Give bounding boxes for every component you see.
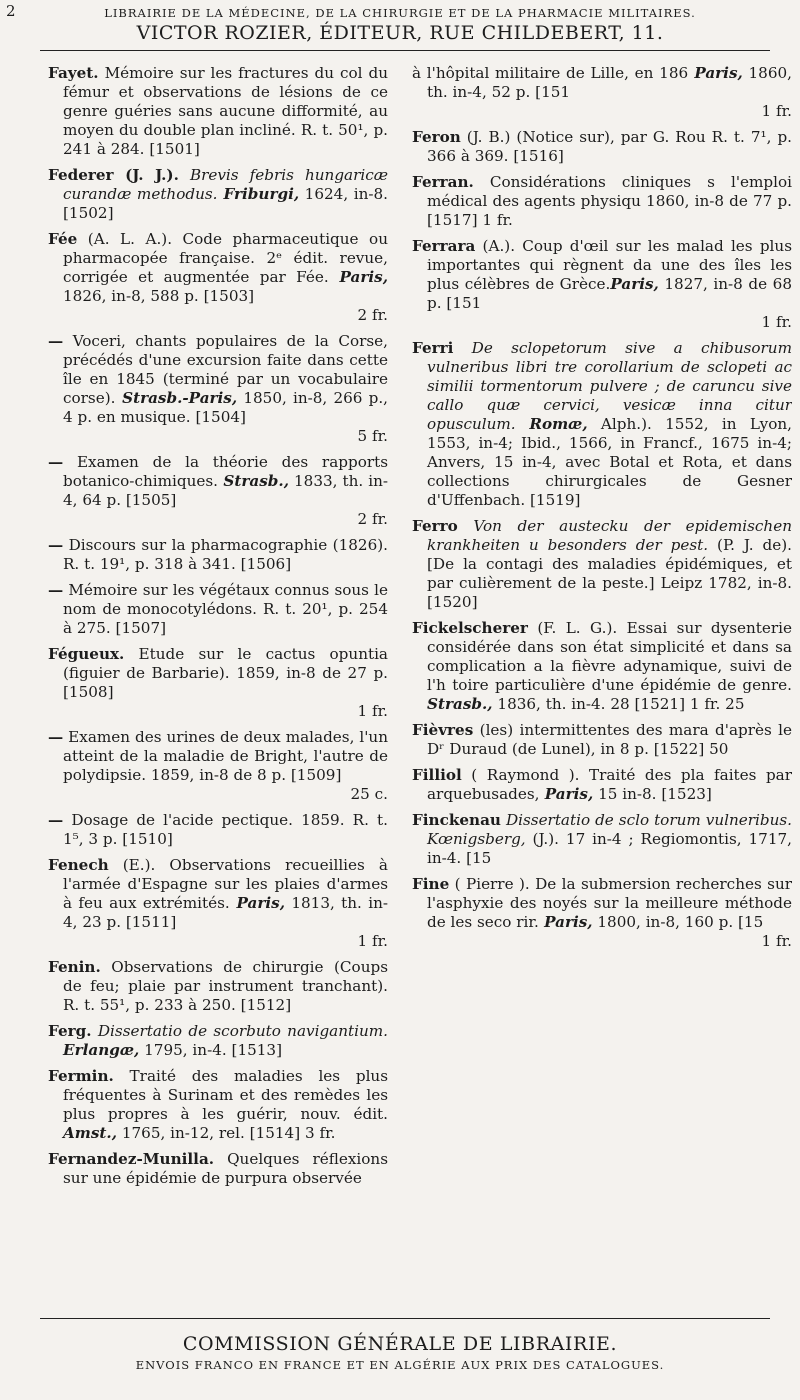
entry-text: ( Raymond ). Traité des pla faites par arquebusades,	[427, 766, 792, 803]
entry-price: 25 c.	[350, 785, 388, 803]
entry-place: Paris,	[688, 64, 743, 82]
bibliography-entry	[48, 230, 388, 325]
header-line-2: VICTOR ROZIER, ÉDITEUR, RUE CHILDEBERT, 11.	[136, 22, 664, 44]
footer-rule	[40, 1318, 770, 1319]
entry-place: Paris,	[538, 913, 593, 931]
entry-author: Ferri	[412, 339, 454, 357]
bibliography-entry	[48, 453, 388, 529]
entry-place: Paris,	[539, 785, 594, 803]
entry-text: (E.). Observations recueillies à l'armée d'Espagne sur les plaies d'armes à feu aux extrémités.	[63, 856, 388, 912]
entry-text: (J.).	[525, 830, 559, 848]
entry-text: ( Pierre ). De la submersion recherches sur l'asphyxie des noyés sur la meilleure méthode de les seco rir.	[427, 875, 792, 931]
bibliography-entry	[412, 237, 792, 332]
entry-author: —	[48, 536, 64, 554]
bibliography-entry	[412, 766, 792, 804]
entry-title: De sclopetorum sive a chibusorum vulneribus libri tre corollarium de sclopeti ac similii tormentorum pulvere ; de caruncu sive callo quæ cervici, vesicæ inna citur opusculum.	[427, 339, 792, 433]
entry-price: 5 fr.	[357, 427, 388, 445]
entry-author: —	[48, 811, 64, 829]
entry-text2: 1833, th. in-4, 64 p. [1505]	[63, 472, 388, 509]
bibliography-entry	[48, 581, 388, 638]
entry-text2: 1765, in-12, rel. [1514] 3 fr.	[117, 1124, 336, 1142]
entry-place: Paris,	[328, 268, 389, 286]
entry-title: Dissertatio de sclo torum vulneribus. Kœnigsberg,	[427, 811, 792, 848]
entry-place: Romæ,	[515, 415, 588, 433]
bibliography-entry	[48, 1022, 388, 1060]
entry-text: (A. L. A.). Code pharmaceutique ou pharmacopée française. 2ᵉ édit. revue, corrigée et augmentée par Fée.	[63, 230, 388, 286]
entry-place: Erlangæ,	[63, 1041, 140, 1059]
footer-line-2: ENVOIS FRANCO EN FRANCE ET EN ALGÉRIE AUX PRIX DES CATALOGUES.	[135, 1358, 665, 1372]
entry-price: 1 fr.	[357, 932, 388, 950]
entry-author: —	[48, 581, 64, 599]
entry-author: Fermin.	[48, 1067, 114, 1085]
bibliography-entry	[48, 166, 388, 223]
bibliography-entry	[48, 1067, 388, 1143]
entry-text: à l'hôpital militaire de Lille, en 186	[412, 64, 689, 82]
bibliography-entry	[412, 339, 792, 510]
entry-text2: 1827, in-8 de 68 p. [151	[427, 275, 792, 312]
entry-author: Fenech	[48, 856, 109, 874]
entry-text: (A.). Coup d'œil sur les malad les plus importantes qui règnent da une des îles les plus célèbres de Grèce.	[427, 237, 792, 293]
entry-text: Examen des urines de deux malades, l'un atteint de la maladie de Bright, l'autre de polydipsie. 1859, in-8 de 8 p. [1509]	[63, 728, 388, 784]
entry-text2: 1826, in-8, 588 p. [1503]	[63, 287, 255, 305]
entry-place: Paris,	[229, 894, 286, 912]
bibliography-entry	[48, 645, 388, 721]
bibliography-entry	[48, 64, 388, 159]
bibliography-entry	[412, 875, 792, 951]
entry-text: Examen de la théorie des rapports botanico-chimiques.	[63, 453, 388, 490]
entry-text: 1624, in-8. [1502]	[63, 185, 388, 222]
entry-author: Fayet.	[48, 64, 99, 82]
entry-text: Considérations cliniques s l'emploi médical des agents physiqu 1860, in-8 de 77 p. [1517] 1 fr.	[427, 173, 792, 229]
entry-place: Strasb.,	[427, 695, 493, 713]
entry-author: —	[48, 453, 64, 471]
entry-text: (J. B.) (Notice sur), par G. Rou R. t. 7¹, p. 366 à 369. [1516]	[427, 128, 792, 165]
bibliography-entry	[48, 536, 388, 574]
entry-place: Strasb.,	[217, 472, 290, 490]
entry-price: 1 fr.	[357, 702, 388, 720]
entry-title: Von der austecku der epidemischen krankheiten u besonders der pest.	[427, 517, 792, 554]
entry-text: 1795, in-4. [1513]	[139, 1041, 283, 1059]
entry-text2: [De la contagi des maladies épidémiques, et par culièrement de la peste.] Leipz 1782, in-8. [1520]	[427, 555, 792, 611]
entry-text: Alph.).	[587, 415, 652, 433]
entry-author: —	[48, 728, 64, 746]
entry-author: Finckenau	[412, 811, 501, 829]
bibliography-entry	[412, 64, 792, 121]
entry-text2: 17 in-4 ; Regiomontis, 1717, in-4. [15	[427, 830, 792, 867]
bibliography-entry	[48, 1150, 388, 1188]
entry-text: Dosage de l'acide pectique. 1859. R. t. 1⁵, 3 p. [1510]	[63, 811, 388, 848]
entry-author: Federer (J. J.).	[48, 166, 179, 184]
entry-author: Fée	[48, 230, 78, 248]
entry-author: Ferran.	[412, 173, 474, 191]
entry-author: Ferro	[412, 517, 458, 535]
entry-author: Ferrara	[412, 237, 476, 255]
entry-text2: 1813, th. in-4, 23 p. [1511]	[63, 894, 388, 931]
bibliography-entry	[48, 958, 388, 1015]
entry-place: Friburgi,	[217, 185, 300, 203]
bibliography-entry	[48, 728, 388, 804]
right-column	[412, 64, 792, 958]
bibliography-entry	[412, 173, 792, 230]
header-rule	[40, 50, 770, 51]
entry-text: Mémoire sur les végétaux connus sous le nom de monocotylédons. R. t. 20¹, p. 254 à 275. [1507]	[63, 581, 388, 637]
entry-price: 1 fr.	[761, 102, 792, 120]
page-number: 2	[6, 2, 16, 20]
bibliography-entry	[48, 332, 388, 446]
entry-text: (F. L. G.). Essai sur dysenterie considérée dans son état simplicité et dans sa complication a la fièvre adynamique, suivi de l'h toire particulière d'une épidémie de genre.	[427, 619, 792, 694]
entry-text: (P. J. de).	[708, 536, 792, 554]
entry-title: Dissertatio de scorbuto navigantium.	[91, 1022, 388, 1040]
entry-text2: 1552, in Lyon, 1553, in-4; Ibid., 1566, in Francf., 1675 in-4; Anvers, 15 in-4, avec Botal et Rota, et dans collections chirurgicales de Gesner d'Uffenbach. [1519]	[427, 415, 792, 509]
entry-text: Discours sur la pharmacographie (1826). R. t. 19¹, p. 318 à 341. [1506]	[63, 536, 388, 573]
entry-author: Fernandez-Munilla.	[48, 1150, 215, 1168]
entry-text: Mémoire sur les fractures du col du fémur et observations de lésions de ce genre guéries sans aucune difformité, au moyen du double plan incliné. R. t. 50¹, p. 241 à 284. [1501]	[63, 64, 388, 158]
entry-author: —	[48, 332, 64, 350]
entry-text: Etude sur le cactus opuntia (figuier de Barbarie). 1859, in-8 de 27 p. [1508]	[63, 645, 388, 701]
entry-price: 2 fr.	[357, 306, 388, 324]
entry-text2: 1860, th. in-4, 52 p. [151	[427, 64, 792, 101]
entry-price: 2 fr.	[357, 510, 388, 528]
footer-line-1: COMMISSION GÉNÉRALE DE LIBRAIRIE.	[182, 1333, 618, 1355]
entry-author: Fégueux.	[48, 645, 125, 663]
entry-text2: 1800, in-8, 160 p. [15	[592, 913, 764, 931]
entry-author: Feron	[412, 128, 461, 146]
bibliography-entry	[412, 811, 792, 868]
entry-text: Traité des maladies les plus fréquentes à Surinam et des remèdes les plus propres à les guérir, nouv. édit.	[63, 1067, 388, 1123]
entry-text2: 1850, in-8, 266 p., 4 p. en musique. [1504]	[63, 389, 388, 426]
entry-text2: 15 in-8. [1523]	[593, 785, 712, 803]
entry-price: 1 fr.	[761, 313, 792, 331]
entry-author: Ferg.	[48, 1022, 92, 1040]
bibliography-entry	[48, 856, 388, 951]
entry-text: (les) intermittentes des mara d'après le Dʳ Duraud (de Lunel), in 8 p. [1522] 50	[427, 721, 792, 758]
entry-place: Amst.,	[63, 1124, 117, 1142]
bibliography-entry	[412, 517, 792, 612]
bibliography-entry	[412, 128, 792, 166]
entry-author: Filliol	[412, 766, 462, 784]
entry-price: 1 fr.	[761, 932, 792, 950]
bibliography-entry	[48, 811, 388, 849]
entry-author: Fickelscherer	[412, 619, 528, 637]
entry-place: Paris,	[610, 275, 659, 293]
entry-text: Observations de chirurgie (Coups de feu; plaie par instrument tranchant). R. t. 55¹, p. 233 à 250. [1512]	[63, 958, 388, 1014]
entry-author: Fenin.	[48, 958, 101, 976]
entry-author: Fine	[412, 875, 450, 893]
header-line-1: LIBRAIRIE DE LA MÉDECINE, DE LA CHIRURGIE ET DE LA PHARMACIE MILITAIRES.	[104, 6, 696, 20]
entry-text: Quelques réflexions sur une épidémie de purpura observée	[63, 1150, 388, 1187]
entry-text: Voceri, chants populaires de la Corse, précédés d'une excursion faite dans cette île en 1845 (terminé par un vocabulaire corse).	[63, 332, 388, 407]
bibliography-entry	[412, 721, 792, 759]
entry-place: Strasb.-Paris,	[115, 389, 238, 407]
bibliography-entry	[412, 619, 792, 714]
left-column	[48, 64, 388, 1195]
entry-text2: 1836, th. in-4. 28 [1521] 1 fr. 25	[492, 695, 745, 713]
entry-author: Fièvres	[412, 721, 474, 739]
entry-title: Brevis febris hungaricæ curandæ methodus.	[63, 166, 388, 203]
